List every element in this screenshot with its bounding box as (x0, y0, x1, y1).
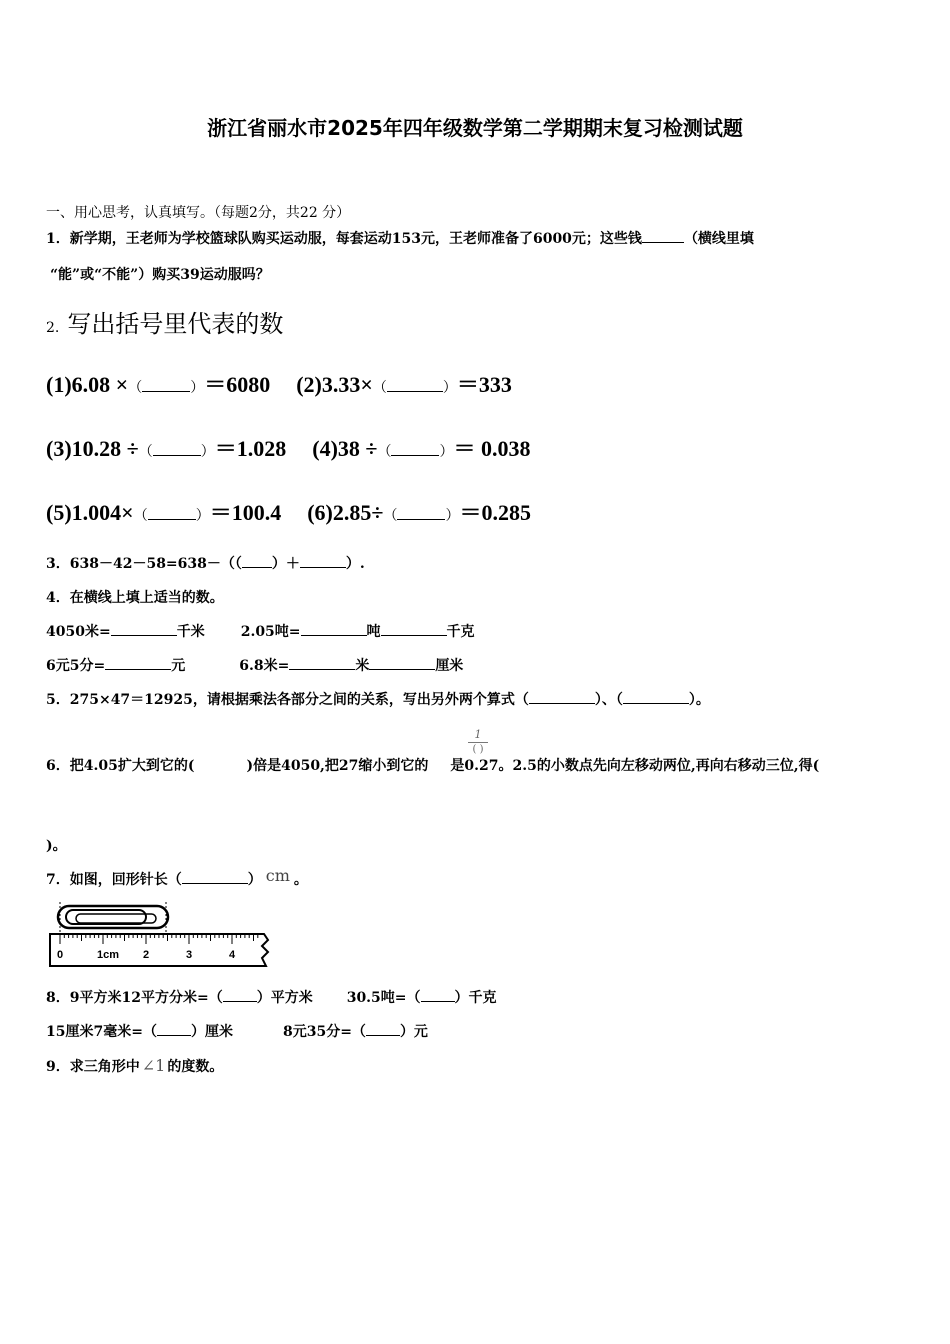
question-9 (46, 1056, 223, 1076)
q2-row-3 (46, 496, 531, 527)
q8-row-1 (46, 987, 497, 1007)
q7-text-c: 。 (293, 872, 308, 888)
q2-item-4-post: ＝ 0.038 (453, 436, 531, 461)
q2-item-2-post: ＝333 (456, 372, 512, 397)
page-title: 浙江省丽水市2025年四年级数学第二学期期末复习检测试题 (207, 116, 743, 140)
q8-r2-blank-1[interactable] (157, 1021, 191, 1036)
q2-title-text: 写出括号里代表的数 (67, 310, 284, 338)
q6-fraction (467, 728, 489, 755)
fraction-denominator: ( ) (472, 744, 484, 755)
question-2-title (46, 304, 283, 339)
q2-item-2-blank[interactable] (387, 377, 443, 392)
q8-r1-c: 30.5吨=（ (346, 990, 421, 1006)
close-paren: ） (200, 445, 215, 460)
ruler-label: 1cm (97, 949, 120, 961)
q4-r2-b: 元 (171, 658, 186, 674)
q4-r1-d: 吨 (366, 624, 381, 640)
q4-r2-e: 厘米 (435, 658, 464, 674)
q2-row-2 (46, 432, 531, 463)
question-6 (46, 755, 819, 775)
q6-text-b: )倍是4050,把27缩小到它的 (246, 758, 429, 774)
q4-r2-blank-1[interactable] (105, 655, 171, 670)
question-4-title: 4．在横线上填上适当的数。 (46, 590, 224, 606)
question-1-line-2: “能”或“不能”）购买39运动服吗？ (50, 267, 270, 283)
q1-blank[interactable] (642, 228, 684, 243)
q4-r1-e: 千克 (446, 624, 475, 640)
q2-item-6-blank[interactable] (397, 505, 445, 520)
open-paren: （ (372, 381, 387, 396)
q5-text-c: ）。 (688, 692, 710, 708)
close-paren: ） (195, 509, 210, 524)
q2-row-1 (46, 368, 512, 399)
q5-text-b: ）、（ (594, 692, 623, 708)
q2-item-6-post: ＝0.285 (459, 500, 531, 525)
ruler-figure (46, 900, 276, 972)
q3-text-a: 3．638－42－58=638－（（ (46, 556, 242, 572)
q3-text-b: ）＋ (271, 556, 300, 572)
q2-item-6-pre: (6)2.85÷ (307, 500, 384, 525)
q4-row-2 (46, 655, 463, 675)
q7-unit: cm (265, 866, 290, 885)
q9-text-a: 9．求三角形中 (46, 1059, 140, 1075)
q2-item-5-blank[interactable] (148, 505, 196, 520)
q4-r1-c: 2.05吨= (240, 624, 301, 640)
q2-item-4-pre: (4)38 ÷ (312, 436, 378, 461)
q8-r2-a: 15厘米7毫米=（ (46, 1024, 157, 1040)
q7-text-b: ） (247, 872, 262, 888)
ruler-label: 0 (57, 949, 64, 961)
q4-r2-c: 6.8米= (239, 658, 290, 674)
q2-item-3-post: ＝1.028 (214, 436, 287, 461)
q9-text-b: 的度数。 (167, 1059, 224, 1075)
q1-text-b: （横线里填 (683, 231, 754, 247)
q6-continuation: )。 (46, 838, 67, 854)
q4-r2-d: 米 (355, 658, 370, 674)
ruler-label: 2 (143, 949, 150, 961)
ruler-label: 3 (186, 949, 193, 961)
q6-text-c: 是0.27。2.5的小数点先向左移动两位,再向右移动三位,得( (450, 758, 820, 774)
q8-r2-blank-2[interactable] (366, 1021, 400, 1036)
open-paren: （ (377, 445, 392, 460)
q6-text-a: 6．把4.05扩大到它的( (46, 758, 195, 774)
close-paren: ） (439, 445, 454, 460)
q5-blank-2[interactable] (623, 689, 689, 704)
close-paren: ） (445, 509, 460, 524)
angle-symbol: ∠1 (141, 1056, 166, 1075)
q3-blank-1[interactable] (242, 553, 272, 568)
ruler-paperclip-icon (46, 900, 276, 972)
q2-item-5-post: ＝100.4 (209, 500, 282, 525)
q2-item-4-blank[interactable] (391, 441, 439, 456)
q3-text-c: ）. (345, 556, 365, 572)
q4-r2-blank-2[interactable] (289, 655, 355, 670)
question-3 (46, 553, 365, 573)
section-heading: 一、用心思考，认真填写。（每题2分，共22 分） (46, 205, 351, 221)
q8-r1-d: ）千克 (454, 990, 497, 1006)
open-paren: （ (383, 509, 398, 524)
q8-r1-blank-2[interactable] (421, 987, 455, 1002)
q8-r2-c: 8元35分=（ (282, 1024, 366, 1040)
q8-row-2 (46, 1021, 428, 1041)
q7-blank[interactable] (182, 869, 248, 884)
q4-r1-a: 4050米= (46, 624, 111, 640)
q4-row-1 (46, 621, 475, 641)
q8-r1-blank-1[interactable] (223, 987, 257, 1002)
q5-blank-1[interactable] (529, 689, 595, 704)
q1-text-a: 1．新学期，王老师为学校篮球队购买运动服，每套运动153元，王老师准备了6000元；这些钱 (46, 231, 642, 247)
q2-item-3-blank[interactable] (153, 441, 201, 456)
ruler-label: 4 (229, 949, 236, 961)
close-paren: ） (442, 381, 457, 396)
q7-text-a: 7．如图，回形针长（ (46, 872, 182, 888)
fraction-numerator: 1 (474, 728, 482, 741)
q2-item-5-pre: (5)1.004× (46, 500, 134, 525)
q5-text-a: 5．275×47＝12925，请根据乘法各部分之间的关系，写出另外两个算式（ (46, 692, 529, 708)
q8-r2-d: ）元 (399, 1024, 428, 1040)
q4-r1-blank-3[interactable] (381, 621, 447, 636)
q2-number: 2. (46, 320, 60, 336)
q2-item-1-pre: (1)6.08 × (46, 372, 129, 397)
question-5 (46, 689, 710, 709)
q8-r1-b: ）平方米 (256, 990, 313, 1006)
question-1-line-1 (46, 228, 754, 248)
q4-r1-blank-2[interactable] (301, 621, 367, 636)
question-7 (46, 866, 308, 889)
open-paren: （ (138, 445, 153, 460)
q3-blank-2[interactable] (300, 553, 346, 568)
q4-r1-blank-1[interactable] (111, 621, 177, 636)
open-paren: （ (133, 509, 148, 524)
q4-r2-blank-3[interactable] (369, 655, 435, 670)
q2-item-2-pre: (2)3.33× (296, 372, 373, 397)
q4-r1-b: 千米 (176, 624, 205, 640)
q8-r1-a: 8．9平方米12平方分米=（ (46, 990, 223, 1006)
q4-r2-a: 6元5分= (46, 658, 106, 674)
q2-item-3-pre: (3)10.28 ÷ (46, 436, 139, 461)
q2-item-1-post: ＝6080 (204, 372, 271, 397)
open-paren: （ (128, 381, 143, 396)
q2-item-1-blank[interactable] (142, 377, 190, 392)
close-paren: ） (190, 381, 205, 396)
q8-r2-b: ）厘米 (190, 1024, 233, 1040)
